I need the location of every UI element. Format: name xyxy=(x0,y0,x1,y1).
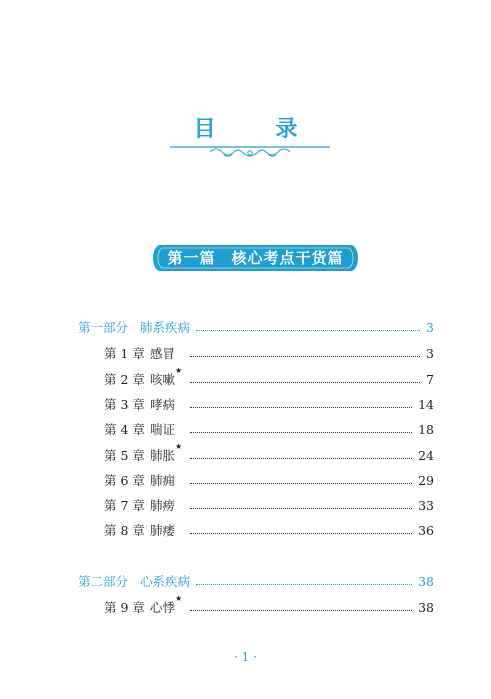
dot-leader xyxy=(190,432,412,433)
toc-part-1[interactable] xyxy=(78,318,434,336)
toc-chapter-3[interactable] xyxy=(104,395,434,413)
chapter-name: 感冒 xyxy=(150,346,176,361)
toc-chapter-4[interactable] xyxy=(104,420,434,438)
dot-leader xyxy=(190,407,412,408)
part-page: 38 xyxy=(418,573,434,589)
toc-chapter-1[interactable] xyxy=(104,344,434,362)
dot-leader xyxy=(190,458,412,459)
chapter-name: 心悸 xyxy=(150,600,176,615)
chapter-name: 肺痨 xyxy=(150,498,176,513)
toc-part-2[interactable] xyxy=(78,572,434,590)
chapter-page: 38 xyxy=(418,599,434,615)
chapter-page: 3 xyxy=(426,345,434,361)
star-icon: ★ xyxy=(175,442,183,451)
page-number: · 1 · xyxy=(234,650,257,664)
star-icon: ★ xyxy=(175,366,183,375)
toc-chapter-6[interactable] xyxy=(104,471,434,489)
toc-chapter-9[interactable] xyxy=(104,594,434,616)
chapter-label: 第 2 章 xyxy=(104,372,145,387)
dot-leader xyxy=(190,483,412,484)
dot-leader xyxy=(196,584,412,585)
chapter-page: 33 xyxy=(418,497,434,513)
section-banner-label: 第一篇 核心考点干货篇 xyxy=(167,249,344,267)
chapter-label: 第 8 章 xyxy=(104,523,145,538)
dot-leader xyxy=(196,330,420,331)
chapter-label: 第 4 章 xyxy=(104,422,145,437)
chapter-label: 第 3 章 xyxy=(104,397,145,412)
chapter-name: 哮病 xyxy=(150,397,176,412)
dot-leader xyxy=(190,508,412,509)
chapter-page: 14 xyxy=(418,396,434,412)
chapter-page: 7 xyxy=(426,371,434,387)
chapter-label: 第 1 章 xyxy=(104,346,145,361)
toc-chapter-5[interactable] xyxy=(104,442,434,464)
page-title: 目 录 xyxy=(193,116,324,142)
chapter-label: 第 7 章 xyxy=(104,498,145,513)
part-name: 肺系疾病 xyxy=(140,320,191,335)
star-icon: ★ xyxy=(175,594,183,603)
dot-leader xyxy=(190,533,412,534)
chapter-page: 36 xyxy=(418,522,434,538)
chapter-page: 18 xyxy=(418,421,434,437)
chapter-name: 咳嗽 xyxy=(150,372,176,387)
chapter-page: 24 xyxy=(418,447,434,463)
toc-chapter-8[interactable] xyxy=(104,521,434,539)
dot-leader xyxy=(190,610,412,611)
chapter-label: 第 9 章 xyxy=(104,600,145,615)
toc-chapter-7[interactable] xyxy=(104,496,434,514)
chapter-name: 肺痈 xyxy=(150,473,176,488)
title-ornament xyxy=(170,142,330,162)
part-name: 心系疾病 xyxy=(140,574,191,589)
chapter-page: 29 xyxy=(418,472,434,488)
dot-leader xyxy=(190,382,420,383)
part-label: 第二部分 xyxy=(78,574,129,589)
chapter-name: 喘证 xyxy=(150,422,176,437)
chapter-label: 第 5 章 xyxy=(104,448,145,463)
toc-chapter-2[interactable] xyxy=(104,366,434,388)
chapter-label: 第 6 章 xyxy=(104,473,145,488)
part-label: 第一部分 xyxy=(78,320,129,335)
part-page: 3 xyxy=(426,319,434,335)
chapter-name: 肺痿 xyxy=(150,523,176,538)
dot-leader xyxy=(190,356,420,357)
chapter-name: 肺胀 xyxy=(150,448,176,463)
